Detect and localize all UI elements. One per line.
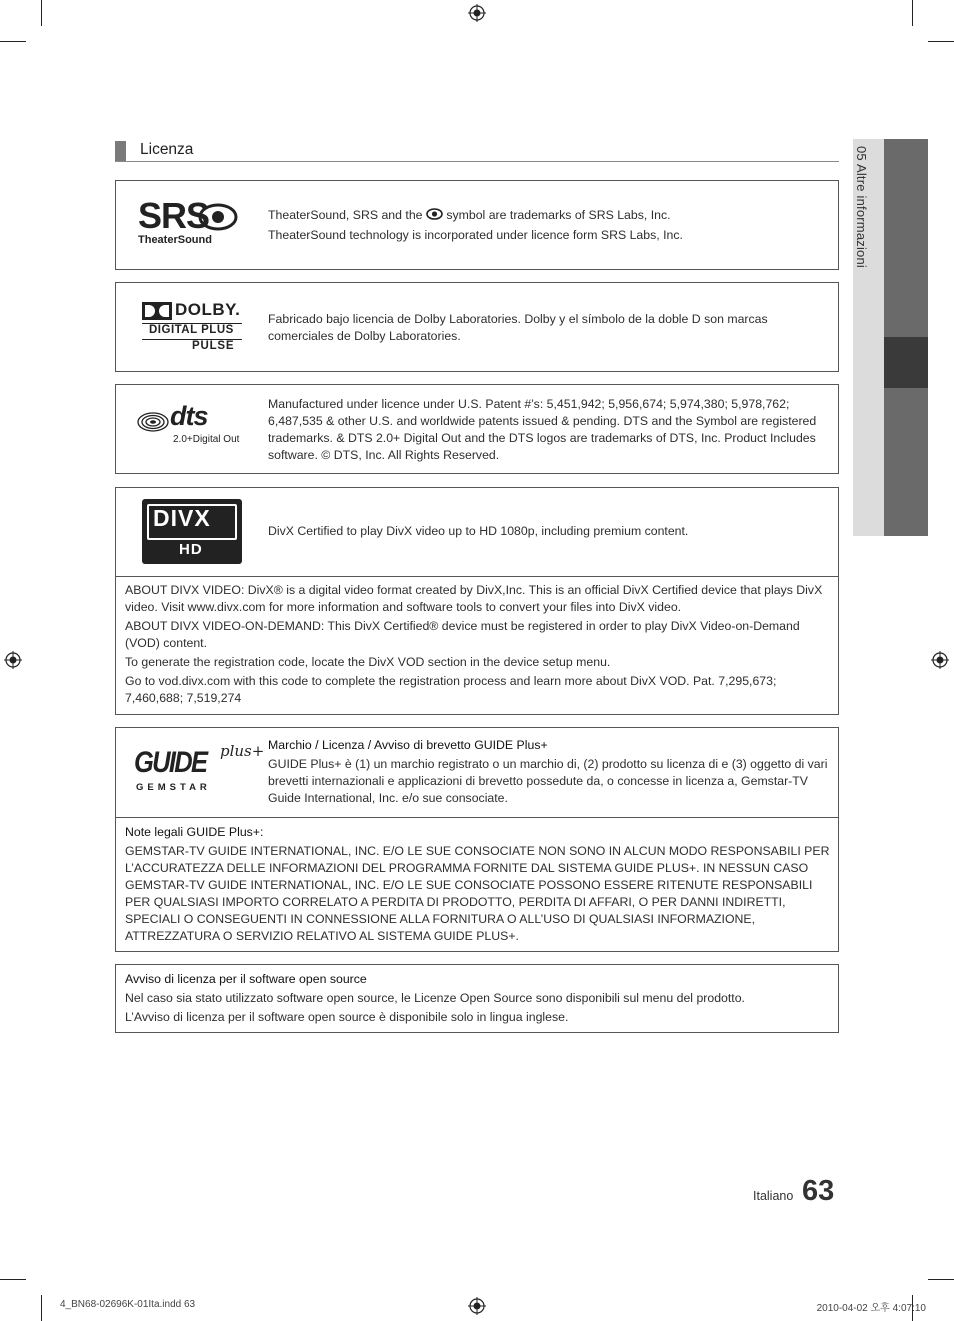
divx-certified-notice: DivX Certified to play DivX video up to HD 1080p, including premium content. <box>268 524 689 538</box>
crop-mark <box>912 0 913 26</box>
section-rule <box>115 161 839 162</box>
dolby-logo: DOLBY. DIGITAL PLUS PULSE <box>142 301 244 357</box>
registration-mark-icon <box>468 4 486 22</box>
dts-logo: dts 2.0+Digital Out <box>136 407 242 455</box>
section-title: Licenza <box>140 141 194 158</box>
registration-mark-icon <box>468 1297 486 1315</box>
footer-language: Italiano <box>753 1189 794 1203</box>
opensource-notice-box <box>115 964 839 1033</box>
dts-license-box <box>115 384 839 474</box>
crop-mark <box>41 1295 42 1321</box>
srs-circle-icon <box>198 203 238 231</box>
divx-about-text: ABOUT DIVX VIDEO: DivX® is a digital video format created by DivX,Inc. This is an official DivX Certified device that plays DivX video. Visit www.divx.com for more information and software tools to convert your files into DivX video. ABOUT DIVX VIDEO-ON-DEMAND: This DivX Certified® device must be registered in order to play DivX Video-on-Demand (VOD) content. To generate the registration code, locate the DivX VOD section in the device setup menu. Go to vod.divx.com with this code to complete the registration process and learn more about DivX VOD. Pat. 7,295,673; 7,460,688; 7,519,274 <box>125 583 823 705</box>
srs-notice: TheaterSound, SRS and the symbol are trademarks of SRS Labs, Inc. TheaterSound technology is incorporated under licence form SRS Labs, Inc. <box>268 208 683 242</box>
slug-timestamp: 2010-04-02 오후 4:07:10 <box>816 1303 926 1314</box>
guideplus-legal: Note legali GUIDE Plus+: GEMSTAR-TV GUIDE INTERNATIONAL, INC. E/O LE SUE CONSOCIATE NON SONO IN ALCUN MODO RESPONSABILI PER L’ACCURATEZZA DELLE INFORMAZIONI DEL PROGRAMMA FORNITE DAL SISTEMA GUIDE PLUS+. IN NESSUN CASO GEMSTAR-TV GUIDE INTERNATIONAL, INC. E/O LE SUE CONSOCIATE POSSONO ESSERE RITENUTE RESPONSABILI PER QUALSIASI IMPORTO CORRELATO A PERDITA DI PRODOTTO, PERDITA DI AFFARI, O PER DANNI INDIRETTI, SPECIALI O CONSEGUENTI IN CONNESSIONE ALLA FORNITURA O ALL’USO DI QUALSIASI INFORMAZIONE, ATTREZZATURA O SERVIZIO RELATIVO AL SISTEMA GUIDE PLUS+. <box>125 825 830 943</box>
srs-symbol-icon <box>426 208 443 220</box>
srs-license-box <box>115 180 839 270</box>
dolby-double-d-icon <box>142 302 172 320</box>
page-number: 63 <box>802 1175 835 1207</box>
crop-mark <box>928 1279 954 1280</box>
box-divider <box>116 817 838 818</box>
crop-mark <box>928 41 954 42</box>
registration-mark-icon <box>931 651 949 669</box>
guideplus-logo: GUIDE plus+ GEMSTAR <box>134 742 265 793</box>
divx-logo: DIVX HD <box>142 499 242 564</box>
dts-notice: Manufactured under licence under U.S. Patent #’s: 5,451,942; 5,956,674; 5,974,380; 5,978,762; 6,487,535 & other U.S. and worldwide patents issued & pending. DTS and the Symbol are registered trademarks. & DTS 2.0+ Digital Out and the DTS logos are trademarks of DTS, Inc. Product Includes software. © DTS, Inc. All Rights Reserved. <box>268 397 817 462</box>
crop-mark <box>0 1279 26 1280</box>
registration-mark-icon <box>4 651 22 669</box>
divx-license-box <box>115 487 839 715</box>
guideplus-license-box <box>115 727 839 952</box>
dts-symbol-icon <box>136 411 170 433</box>
section-marker <box>115 141 126 162</box>
slug-file-info: 4_BN68-02696K-01Ita.indd 63 <box>60 1299 196 1310</box>
dolby-license-box <box>115 282 839 372</box>
box-divider <box>116 576 838 577</box>
opensource-notice: Avviso di licenza per il software open source Nel caso sia stato utilizzato software open source, le Licenze Open Source sono disponibili sul menu del prodotto. L’Avviso di licenza per il software open source è disponibile solo in lingua inglese. <box>125 972 745 1024</box>
side-tab-block <box>884 388 928 536</box>
chapter-label: 05 Altre informazioni <box>854 146 869 268</box>
crop-mark <box>41 0 42 26</box>
crop-mark <box>0 41 26 42</box>
srs-logo: SRS TheaterSound <box>138 201 242 251</box>
side-tab-active-marker <box>884 337 928 388</box>
dolby-notice: Fabricado bajo licencia de Dolby Laboratories. Dolby y el símbolo de la doble D son marcas comerciales de Dolby Laboratories. <box>268 312 768 343</box>
guideplus-notice: Marchio / Licenza / Avviso di brevetto GUIDE Plus+ GUIDE Plus+ è (1) un marchio registrato o un marchio di, (2) prodotto su licenza di e (3) oggetto di vari brevetti internazionali e applicazioni di brevetto possedute da, o concesse in licenza a, Gemstar-TV Guide International, Inc. e/o sue consociate. <box>268 738 828 805</box>
side-tab-block <box>884 139 928 337</box>
